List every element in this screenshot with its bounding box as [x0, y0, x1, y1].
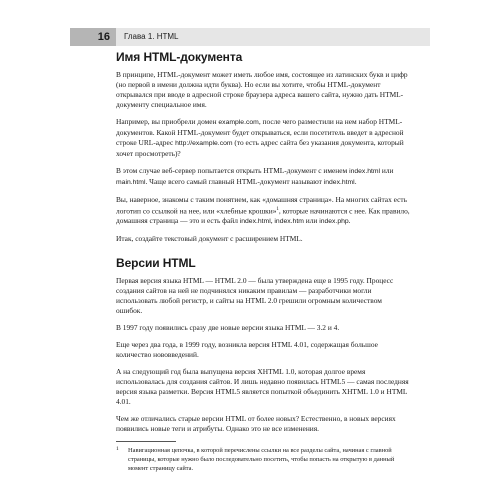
paragraph: Чем же отличались старые версии HTML от более новых? Естественно, в новых версиях появились новые теги и атрибуты. Однако это не все изменения. — [116, 414, 396, 434]
text: Например, вы приобрели домен — [116, 117, 219, 126]
text: или — [380, 166, 394, 175]
filename-code: index.html — [323, 179, 355, 186]
text: . Чаще всего самый главный HTML-документ называют — [145, 177, 324, 186]
text: В этом случае веб-сервер попытается открыть HTML-документ с именем — [116, 166, 350, 175]
filename-code: index.html — [349, 168, 381, 175]
paragraph — [116, 166, 410, 188]
text: , — [270, 216, 275, 226]
paragraph — [116, 117, 410, 159]
text: (то есть адрес сайта без указания документа, который хочет просмотреть)? — [116, 138, 404, 158]
text: . — [348, 216, 351, 226]
section-title-document-name: Имя HTML-документа — [116, 50, 243, 64]
footnote-divider — [116, 441, 176, 442]
footnote-ref: 1 — [276, 207, 279, 212]
page-content — [116, 50, 410, 473]
filename-code: main.html — [116, 179, 146, 186]
footnote — [116, 446, 410, 473]
filename-code: index.php — [319, 218, 349, 226]
page-header — [70, 28, 430, 46]
text: Вы, наверное, знакомы с таким понятием, как «домашняя страница». На многих сайтах есть логотип со ссылкой на нее, или «хлебные крошки» — [116, 195, 407, 216]
paragraph: Еще через два года, в 1999 году, возникла версия HTML 4.01, содержащая большое количество нововведений. — [116, 340, 378, 360]
section-title-html-versions: Версии HTML — [116, 256, 196, 271]
filename-code: index.html — [239, 218, 271, 226]
footnote-mark: 1 — [116, 446, 119, 453]
paragraph: Первая версия языка HTML — HTML 2.0 — была утверждена еще в 1995 году. Процесс создания сайтов на ней не подчинялся никаким правилам — разработчики могли использовать любой регистр, и сайты на HTML 2.0 грешили огромным количеством ошибок. — [116, 276, 394, 316]
text: или — [303, 216, 320, 226]
paragraph — [116, 195, 410, 227]
running-head: Глава 1. HTML — [124, 32, 179, 41]
url-code: http://example.com — [175, 140, 233, 147]
page-number: 16 — [70, 28, 116, 46]
filename-code: index.htm — [274, 218, 304, 226]
paragraph: А на следующий год была выпущена версия XHTML 1.0, которая долгое время использовалась для создания сайтов. И лишь недавно появилась HTML5 — самая последняя версия языка разметки. Версия HTML5 является попыткой объединить XHTML 1.0 и HTML 4.01. — [116, 367, 409, 407]
text: , которые начинаются с нее. Как правило, домашняя страница — это и есть файл — [116, 206, 410, 226]
paragraph: В 1997 году появились сразу две новые версии языка HTML — 3.2 и 4. — [116, 323, 340, 333]
footnote-text: Навигационная цепочка, в которой перечислены ссылки на все разделы сайта, начиная с главной страницы, которые нужно было последовательно посетить, чтобы попасть на открытую в данный момент страницу сайта. — [128, 447, 395, 473]
paragraph: В принципе, HTML-документ может иметь любое имя, состоящее из латинских букв и цифр (но первой в имени должна идти буква). Но если вы хотите, чтобы HTML-документ открывался при вводе в адресной строке браузера адреса вашего сайта, нужно дать HTML-документу специальное имя. — [116, 70, 408, 109]
text: , после чего разместили на нем набор HTML-документов. Какой HTML-документ будет открываться, если посетитель введет в адресной строке URL-адрес — [116, 117, 404, 147]
domain-code: example.com — [218, 119, 259, 126]
text: . — [354, 177, 357, 186]
paragraph: Итак, создайте текстовый документ с расширением HTML. — [116, 234, 303, 244]
